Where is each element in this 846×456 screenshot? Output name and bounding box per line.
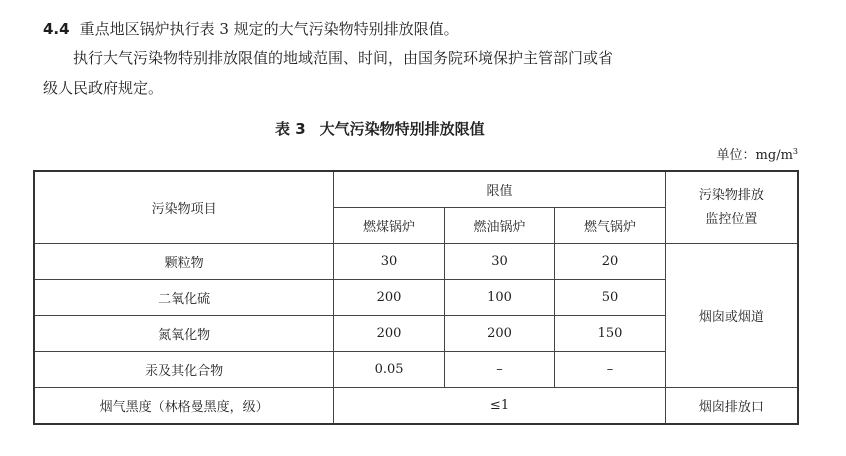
unit-label bbox=[717, 144, 798, 163]
paragraph-text: 重点地区锅炉执行表 3 规定的大气污染物特别排放限值。 bbox=[79, 20, 459, 38]
cell-oil: – bbox=[444, 352, 554, 388]
cell-item: 氮氧化物 bbox=[34, 316, 334, 352]
cell-item: 颗粒物 bbox=[34, 244, 334, 280]
header-oil-boiler: 燃油锅炉 bbox=[444, 208, 554, 244]
cell-gas: 150 bbox=[555, 316, 665, 352]
cell-oil: 100 bbox=[444, 280, 554, 316]
paragraph-4-4 bbox=[43, 19, 459, 39]
cell-coal: 200 bbox=[334, 316, 444, 352]
cell-coal: 0.05 bbox=[334, 352, 444, 388]
table-row-smoke-blackness bbox=[34, 388, 798, 425]
cell-oil: 200 bbox=[444, 316, 554, 352]
header-location-line2: 监控位置 bbox=[705, 211, 758, 227]
header-coal-boiler: 燃煤锅炉 bbox=[334, 208, 444, 244]
table-caption bbox=[275, 118, 485, 139]
header-row bbox=[34, 171, 798, 208]
cell-oil: 30 bbox=[444, 244, 554, 280]
header-gas-boiler: 燃气锅炉 bbox=[555, 208, 665, 244]
unit-superscript: 3 bbox=[792, 147, 798, 156]
cell-location-group: 烟囱或烟道 bbox=[665, 244, 798, 388]
cell-gas: 20 bbox=[555, 244, 665, 280]
cell-gas: – bbox=[555, 352, 665, 388]
cell-coal: 30 bbox=[334, 244, 444, 280]
header-location bbox=[665, 171, 798, 244]
cell-coal: 200 bbox=[334, 280, 444, 316]
cell-item: 汞及其化合物 bbox=[34, 352, 334, 388]
cell-gas: 50 bbox=[555, 280, 665, 316]
table-number: 表 3 bbox=[275, 120, 306, 138]
paragraph-line-1: 执行大气污染物特别排放限值的地域范围、时间，由国务院环境保护主管部门或省 bbox=[73, 49, 614, 67]
cell-value: ≤1 bbox=[334, 388, 665, 425]
emission-limits-table bbox=[33, 170, 799, 425]
cell-item: 二氧化硫 bbox=[34, 280, 334, 316]
header-location-line1: 污染物排放 bbox=[698, 187, 764, 203]
header-item: 污染物项目 bbox=[34, 171, 334, 244]
cell-item: 烟气黑度（林格曼黑度，级） bbox=[34, 388, 334, 425]
header-limit: 限值 bbox=[334, 171, 665, 208]
section-number: 4.4 bbox=[43, 20, 70, 38]
table-title: 大气污染物特别排放限值 bbox=[319, 120, 485, 138]
table-row bbox=[34, 244, 798, 280]
paragraph-line-2: 级人民政府规定。 bbox=[43, 79, 164, 97]
cell-location: 烟囱排放口 bbox=[665, 388, 798, 425]
unit-text: 单位：mg/m bbox=[716, 148, 793, 163]
